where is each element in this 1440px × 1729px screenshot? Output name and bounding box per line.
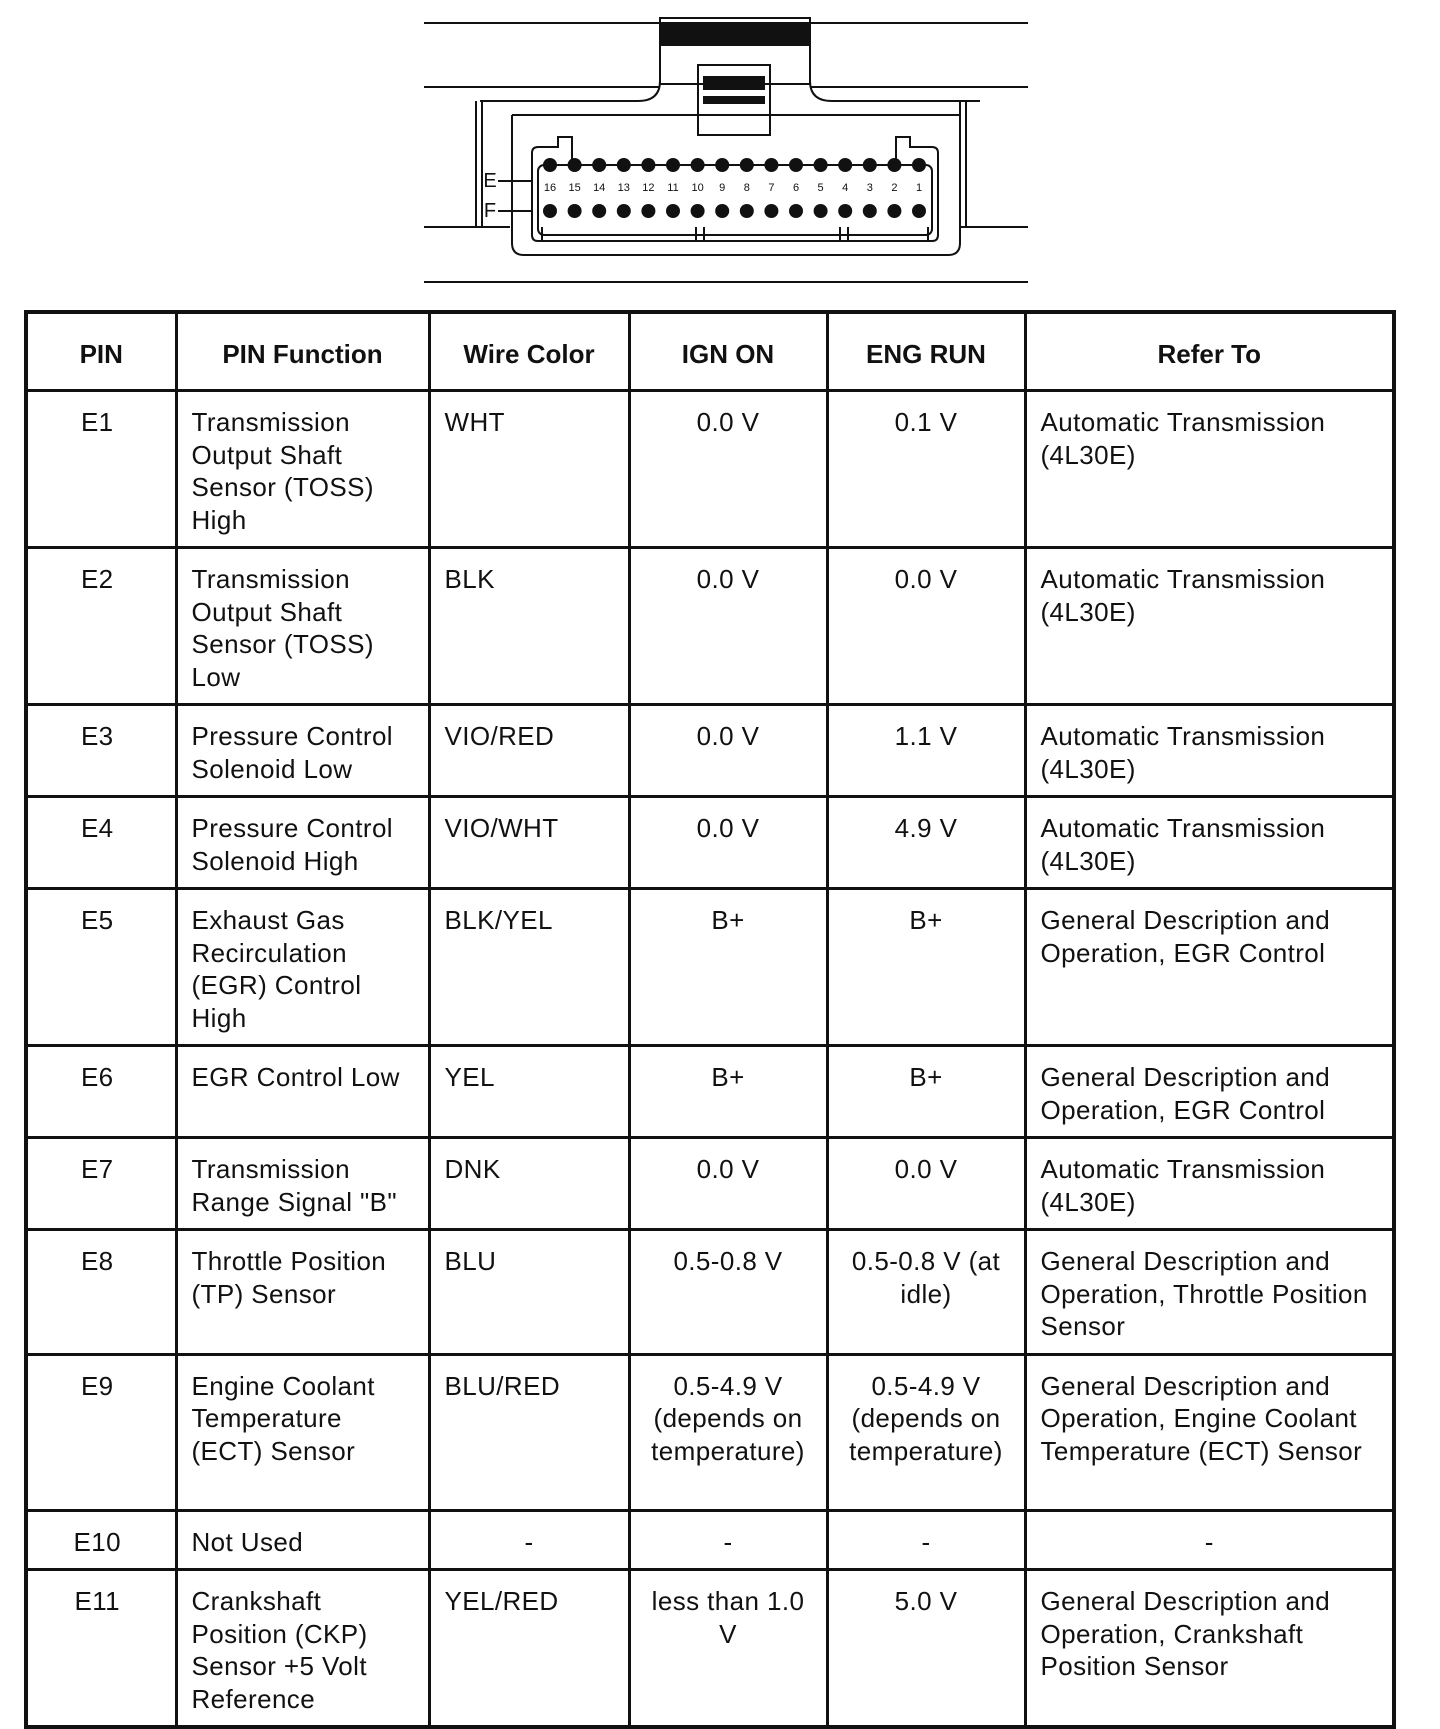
- connector-diagram: [420, 15, 1035, 290]
- pin-dot: [568, 204, 582, 218]
- pin-dot: [764, 158, 778, 172]
- table-row: [26, 1510, 1394, 1570]
- wire-color-cell: BLK: [429, 548, 629, 705]
- pin-function-cell: Pressure Control Solenoid Low: [176, 705, 429, 797]
- pin-dot: [715, 204, 729, 218]
- pin-dot: [592, 204, 606, 218]
- pin-dot: [740, 204, 754, 218]
- pin-dot: [641, 158, 655, 172]
- pin-cell: E2: [26, 548, 176, 705]
- pin-cell: E7: [26, 1138, 176, 1230]
- eng-run-cell: 0.5-0.8 V (at idle): [827, 1230, 1025, 1355]
- wire-color-cell: DNK: [429, 1138, 629, 1230]
- refer-to-cell: Automatic Transmission (4L30E): [1025, 797, 1394, 889]
- eng-run-cell: 5.0 V: [827, 1570, 1025, 1728]
- eng-run-cell: 0.0 V: [827, 1138, 1025, 1230]
- pin-cell: E4: [26, 797, 176, 889]
- eng-run-cell: B+: [827, 889, 1025, 1046]
- refer-to-cell: General Description and Operation, EGR Control: [1025, 1046, 1394, 1138]
- ign-on-cell: 0.0 V: [629, 391, 827, 548]
- pin-number-label: 5: [817, 182, 824, 194]
- eng-run-cell: -: [827, 1510, 1025, 1570]
- pin-number-label: 16: [543, 182, 557, 194]
- pin-dot: [814, 158, 828, 172]
- pin-number-label: 9: [719, 182, 726, 194]
- header-function: PIN Function: [176, 312, 429, 391]
- table-row: [26, 548, 1394, 705]
- ign-on-cell: less than 1.0 V: [629, 1570, 827, 1728]
- pin-cell: E8: [26, 1230, 176, 1355]
- pin-number-label: 2: [891, 182, 898, 194]
- pin-number-label: 3: [866, 182, 873, 194]
- row-label-e: E: [483, 170, 497, 192]
- table-row: [26, 1138, 1394, 1230]
- pin-function-cell: Transmission Output Shaft Sensor (TOSS) High: [176, 391, 429, 548]
- pin-number-label: 11: [667, 182, 679, 194]
- table-row: [26, 1046, 1394, 1138]
- pin-dot: [912, 204, 926, 218]
- pin-cell: E11: [26, 1570, 176, 1728]
- pin-function-cell: Exhaust Gas Recirculation (EGR) Control High: [176, 889, 429, 1046]
- ign-on-cell: B+: [629, 889, 827, 1046]
- eng-run-cell: 0.1 V: [827, 391, 1025, 548]
- pin-number-label: 10: [691, 182, 704, 194]
- eng-run-cell: B+: [827, 1046, 1025, 1138]
- pin-dot: [838, 158, 852, 172]
- header-refer-to: Refer To: [1025, 312, 1394, 391]
- pin-dot: [863, 204, 877, 218]
- eng-run-cell: 0.5-4.9 V (depends on temperature): [827, 1354, 1025, 1510]
- eng-run-cell: 0.0 V: [827, 548, 1025, 705]
- pin-dot: [912, 158, 926, 172]
- ign-on-cell: 0.5-0.8 V: [629, 1230, 827, 1355]
- ign-on-cell: 0.0 V: [629, 797, 827, 889]
- header-wire-color: Wire Color: [429, 312, 629, 391]
- wire-color-cell: VIO/WHT: [429, 797, 629, 889]
- pin-dot: [814, 204, 828, 218]
- pin-number-label: 15: [568, 182, 581, 194]
- wire-color-cell: YEL: [429, 1046, 629, 1138]
- wire-color-cell: WHT: [429, 391, 629, 548]
- pin-dot: [789, 158, 803, 172]
- pin-dot: [592, 158, 606, 172]
- refer-to-cell: General Description and Operation, Engine Coolant Temperature (ECT) Sensor: [1025, 1354, 1394, 1510]
- refer-to-cell: General Description and Operation, Crankshaft Position Sensor: [1025, 1570, 1394, 1728]
- pin-dot: [666, 158, 680, 172]
- wire-color-cell: BLU/RED: [429, 1354, 629, 1510]
- header-pin: PIN: [26, 312, 176, 391]
- pin-number-label: 12: [642, 182, 655, 194]
- pin-number-label: 1: [915, 182, 923, 194]
- pin-dot: [715, 158, 729, 172]
- wire-color-cell: YEL/RED: [429, 1570, 629, 1728]
- header-eng-run: ENG RUN: [827, 312, 1025, 391]
- pin-cell: E1: [26, 391, 176, 548]
- pin-dot: [740, 158, 754, 172]
- wire-color-cell: -: [429, 1510, 629, 1570]
- pin-function-cell: Crankshaft Position (CKP) Sensor +5 Volt Reference: [176, 1570, 429, 1728]
- table-row: [26, 705, 1394, 797]
- pin-dot: [617, 158, 631, 172]
- eng-run-cell: 1.1 V: [827, 705, 1025, 797]
- wire-color-cell: BLU: [429, 1230, 629, 1355]
- pin-dot: [666, 204, 680, 218]
- table-row: [26, 1570, 1394, 1728]
- pin-dot: [838, 204, 852, 218]
- ign-on-cell: 0.0 V: [629, 1138, 827, 1230]
- refer-to-cell: General Description and Operation, Throttle Position Sensor: [1025, 1230, 1394, 1355]
- pin-dot: [789, 204, 803, 218]
- pin-number-label: 4: [842, 182, 849, 194]
- pin-function-cell: Transmission Output Shaft Sensor (TOSS) Low: [176, 548, 429, 705]
- refer-to-cell: Automatic Transmission (4L30E): [1025, 391, 1394, 548]
- pin-table: [24, 310, 1396, 1729]
- pin-number-label: 13: [617, 182, 630, 194]
- pin-dot: [691, 204, 705, 218]
- pin-function-cell: Engine Coolant Temperature (ECT) Sensor: [176, 1354, 429, 1510]
- pin-dot: [641, 204, 655, 218]
- refer-to-cell: Automatic Transmission (4L30E): [1025, 705, 1394, 797]
- pin-dot: [863, 158, 877, 172]
- wire-color-cell: VIO/RED: [429, 705, 629, 797]
- connector-outline: [424, 18, 1028, 282]
- row-labels: [483, 170, 496, 222]
- table-row: [26, 1354, 1394, 1510]
- ign-on-cell: B+: [629, 1046, 827, 1138]
- pin-dot: [617, 204, 631, 218]
- ign-on-cell: 0.0 V: [629, 548, 827, 705]
- pin-number-label: 7: [768, 182, 775, 194]
- pin-number-label: 6: [792, 182, 800, 194]
- pin-dot: [691, 158, 705, 172]
- header-row: [26, 312, 1394, 391]
- header-ign-on: IGN ON: [629, 312, 827, 391]
- pin-dot: [568, 158, 582, 172]
- pin-function-cell: Not Used: [176, 1510, 429, 1570]
- pin-dot: [764, 204, 778, 218]
- table-row: [26, 797, 1394, 889]
- pin-function-cell: Pressure Control Solenoid High: [176, 797, 429, 889]
- table-row: [26, 889, 1394, 1046]
- pin-cell: E6: [26, 1046, 176, 1138]
- ign-on-cell: 0.5-4.9 V (depends on temperature): [629, 1354, 827, 1510]
- pin-dot: [543, 158, 557, 172]
- pin-dot: [887, 204, 901, 218]
- pin-cell: E9: [26, 1354, 176, 1510]
- pin-number-label: 14: [593, 182, 606, 194]
- pin-function-cell: Transmission Range Signal "B": [176, 1138, 429, 1230]
- refer-to-cell: Automatic Transmission (4L30E): [1025, 548, 1394, 705]
- table-row: [26, 391, 1394, 548]
- refer-to-cell: General Description and Operation, EGR Control: [1025, 889, 1394, 1046]
- pin-function-cell: Throttle Position (TP) Sensor: [176, 1230, 429, 1355]
- refer-to-cell: -: [1025, 1510, 1394, 1570]
- pin-cell: E3: [26, 705, 176, 797]
- pin-numbers: [544, 182, 922, 194]
- ign-on-cell: -: [629, 1510, 827, 1570]
- pin-cell: E5: [26, 889, 176, 1046]
- row-label-f: F: [483, 200, 497, 222]
- pin-cell: E10: [26, 1510, 176, 1570]
- table-row: [26, 1230, 1394, 1355]
- ign-on-cell: 0.0 V: [629, 705, 827, 797]
- refer-to-cell: Automatic Transmission (4L30E): [1025, 1138, 1394, 1230]
- wire-color-cell: BLK/YEL: [429, 889, 629, 1046]
- eng-run-cell: 4.9 V: [827, 797, 1025, 889]
- pin-function-cell: EGR Control Low: [176, 1046, 429, 1138]
- pin-number-label: 8: [743, 182, 750, 194]
- pin-dot: [887, 158, 901, 172]
- pin-dot: [543, 204, 557, 218]
